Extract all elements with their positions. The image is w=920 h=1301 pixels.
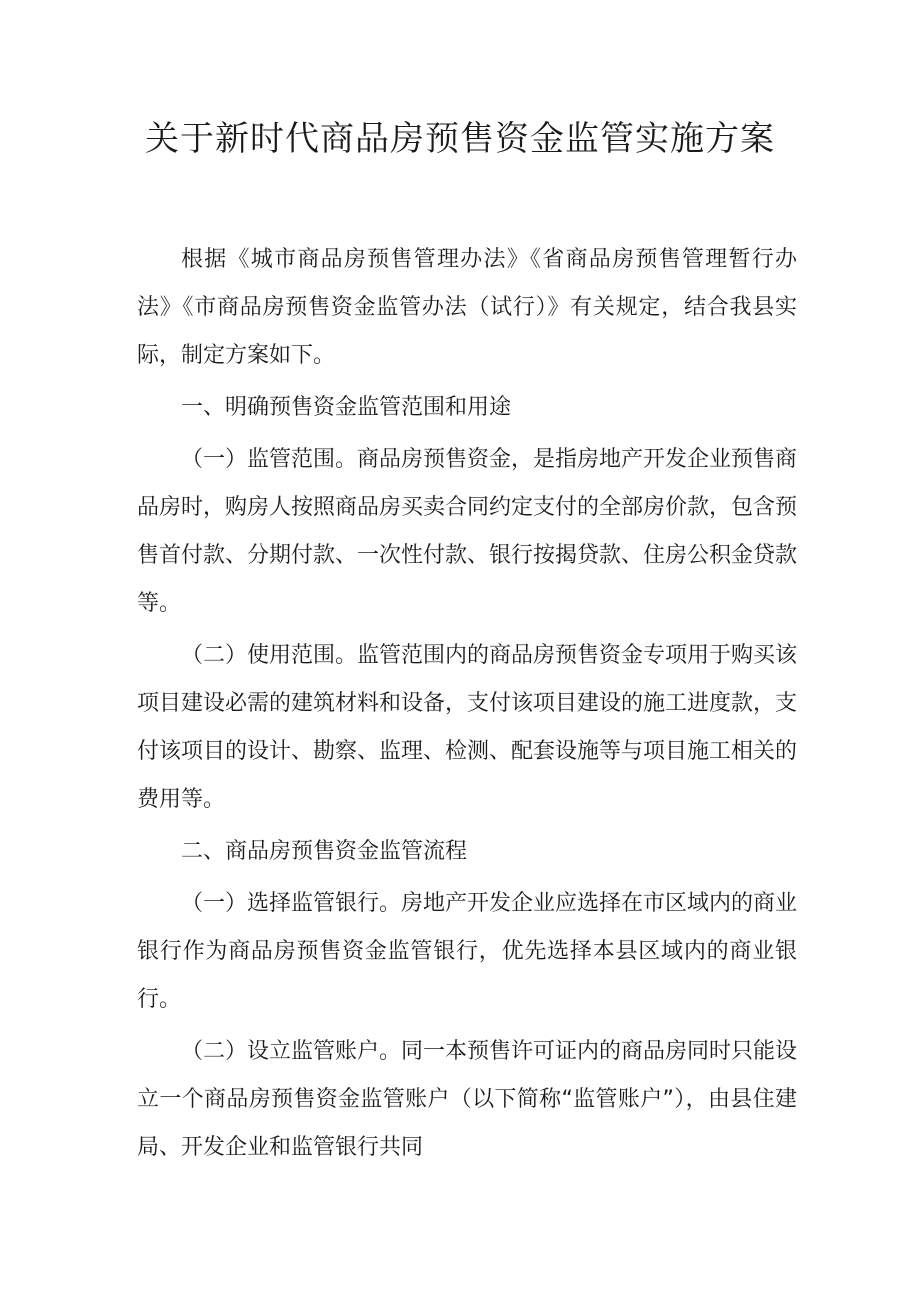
- paragraph-intro: 根据《城市商品房预售管理办法》《省商品房预售管理暂行办法》《市商品房预售资金监管办法（试行）》有关规定，结合我县实际，制定方案如下。: [137, 247, 797, 368]
- paragraph-usage-scope: （二）使用范围。监管范围内的商品房预售资金专项用于购买该项目建设必需的建筑材料和设备，支付该项目建设的施工进度款，支付该项目的设计、勘察、监理、检测、配套设施等与项目施工相关的费用等。: [137, 643, 798, 812]
- section-heading-2: 二、商品房预售资金监管流程: [181, 839, 468, 864]
- paragraph-supervision-scope: （一）监管范围。商品房预售资金，是指房地产开发企业预售商品房时，购房人按照商品房买卖合同约定支付的全部房价款，包含预售首付款、分期付款、一次性付款、银行按揭贷款、住房公积金贷款等。: [137, 447, 798, 616]
- paragraph-select-bank: （一）选择监管银行。房地产开发企业应选择在市区域内的商业银行作为商品房预售资金监管银行，优先选择本县区域内的商业银行。: [137, 891, 798, 1012]
- document-body: [137, 236, 797, 1172]
- paragraph-setup-account: （二）设立监管账户。同一本预售许可证内的商品房同时只能设立一个商品房预售资金监管账户（以下简称“监管账户”），由县住建局、开发企业和监管银行共同: [137, 1039, 798, 1160]
- document-title: 关于新时代商品房预售资金监管实施方案: [145, 119, 775, 159]
- section-heading-1: 一、明确预售资金监管范围和用途: [181, 395, 512, 420]
